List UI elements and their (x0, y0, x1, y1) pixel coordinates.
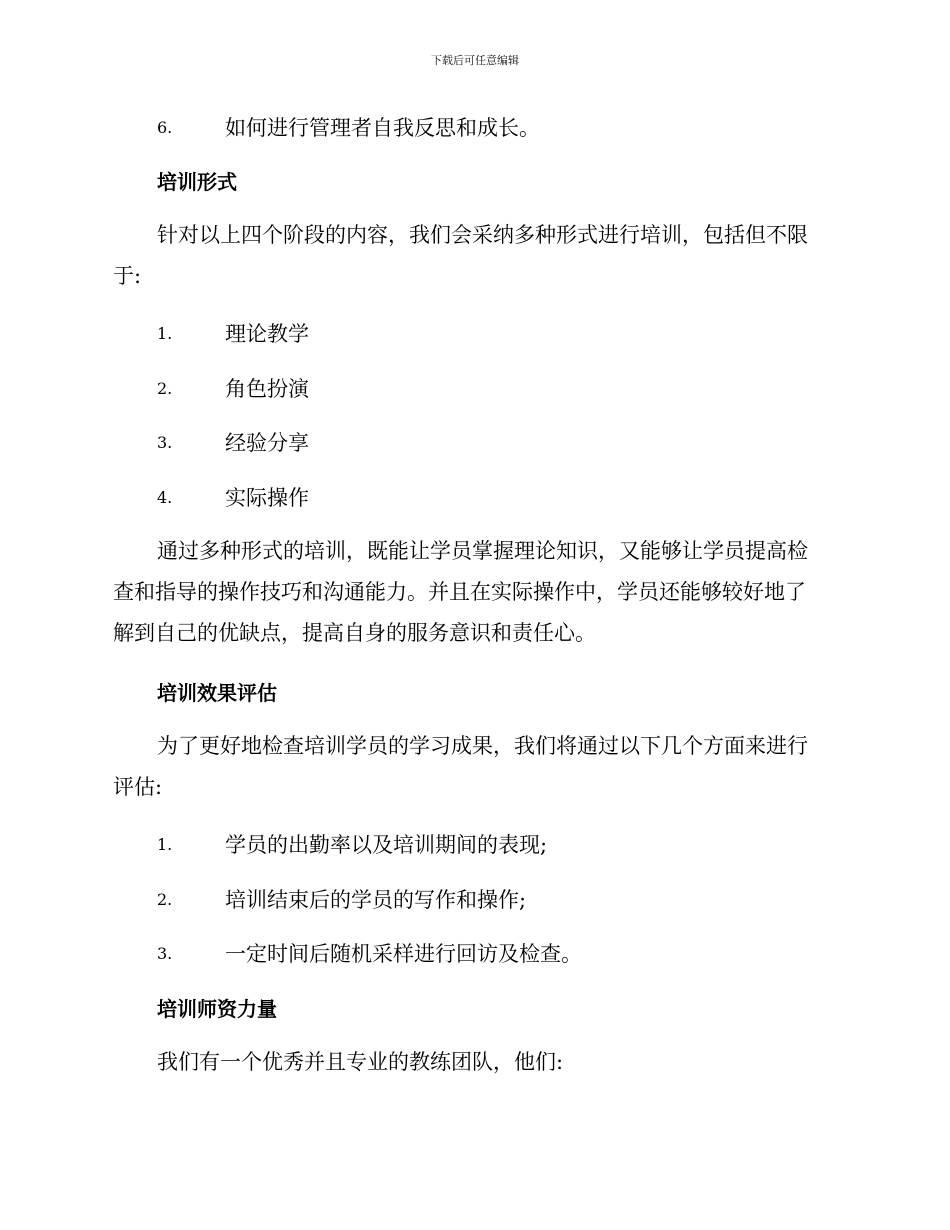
paragraph-line: 我们有一个优秀并且专业的教练团队，他们: (157, 1050, 564, 1074)
section-heading-training-form: 培训形式 (157, 170, 237, 194)
paragraph-line: 于: (113, 264, 142, 288)
trainers-intro (113, 1042, 833, 1083)
section-heading-evaluation: 培训效果评估 (157, 681, 277, 705)
list-item-number: 1. (157, 835, 173, 854)
evaluation-intro (113, 726, 833, 808)
list-item-text: 角色扮演 (225, 377, 309, 401)
list-item-text: 经验分享 (225, 431, 309, 455)
paragraph-line: 针对以上四个阶段的内容，我们会采纳多种形式进行培训，包括但不限 (157, 223, 808, 247)
list-item-number: 2. (157, 379, 173, 398)
list-item-number: 1. (157, 324, 173, 343)
list-item-text: 培训结束后的学员的写作和操作; (225, 888, 527, 912)
list-item-text: 学员的出勤率以及培训期间的表现; (225, 833, 548, 857)
list-item-number: 6. (157, 118, 173, 137)
list-item-number: 3. (157, 944, 173, 963)
list-item-text: 理论教学 (225, 322, 309, 346)
paragraph-line: 通过多种形式的培训，既能让学员掌握理论知识，又能够让学员提高检 (157, 539, 808, 563)
list-item-number: 2. (157, 890, 173, 909)
list-item-text: 实际操作 (225, 486, 309, 510)
list-item-number: 3. (157, 433, 173, 452)
paragraph-line: 解到自己的优缺点，提高自身的服务意识和责任心。 (113, 621, 596, 645)
training-form-intro (113, 215, 833, 297)
list-item-number: 4. (157, 488, 173, 507)
page-header: 下载后可任意编辑 (431, 54, 519, 67)
list-item-text: 如何进行管理者自我反思和成长。 (225, 116, 540, 140)
paragraph-line: 查和指导的操作技巧和沟通能力。并且在实际操作中，学员还能够较好地了 (113, 580, 806, 604)
paragraph-line: 为了更好地检查培训学员的学习成果，我们将通过以下几个方面来进行 (157, 734, 808, 758)
paragraph-line: 评估: (113, 775, 163, 799)
list-item-text: 一定时间后随机采样进行回访及检查。 (225, 942, 582, 966)
training-form-summary (113, 531, 833, 654)
section-heading-trainers: 培训师资力量 (157, 997, 277, 1021)
